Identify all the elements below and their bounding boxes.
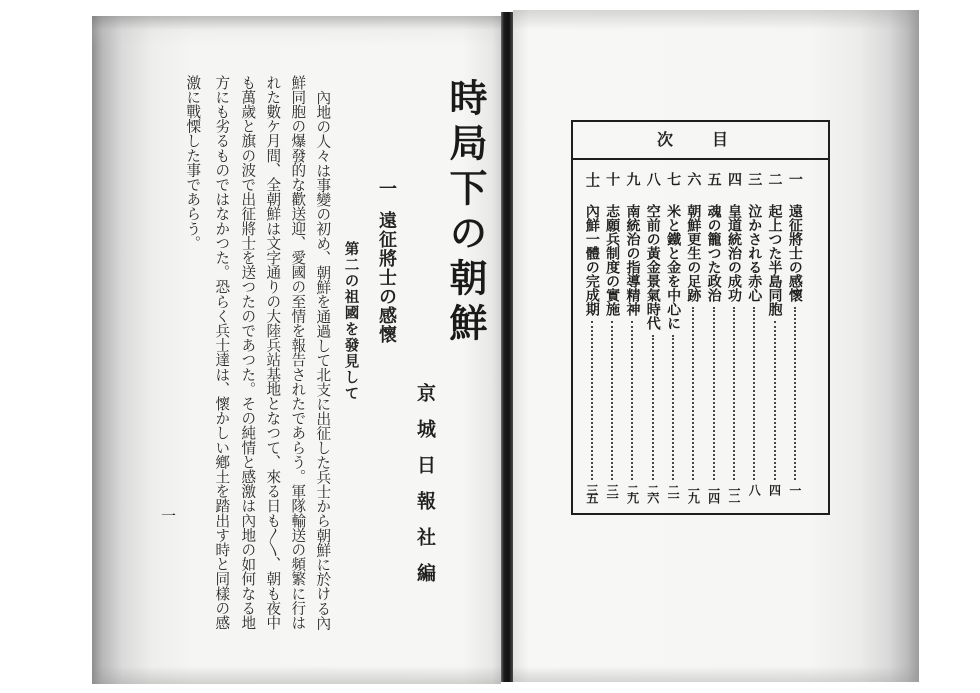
book-title: 時局下の朝鮮: [443, 78, 488, 348]
body-text-line: 激に戰慄した事であらう。: [184, 75, 202, 251]
toc-entry-page: 二九: [625, 484, 640, 500]
toc-dot-leader: [672, 335, 674, 480]
body-text-line: 方にも劣るものではなかつた。恐らく兵士達は、懷かしい鄕土を踏出す時と同樣の感: [213, 75, 231, 630]
toc-entry-number: 一: [786, 172, 803, 186]
toc-header: [573, 122, 828, 160]
toc-entry: [643, 172, 663, 500]
toc-entry-title: 朝鮮更生の足跡: [685, 204, 702, 302]
toc-entry-page: 二六: [645, 484, 660, 500]
toc-entry: [582, 172, 602, 500]
toc-entry-title: 米と鐵と金を中心に: [665, 204, 682, 330]
toc-dot-leader: [631, 321, 633, 480]
toc-entry-page: 三一: [605, 484, 620, 500]
left-page: [92, 16, 501, 684]
toc-entry-title: 魂の籠つた政治: [705, 204, 722, 302]
body-text-line: 內地の人々は事變の初め、朝鮮を通過して北支に出征した兵士から朝鮮に於ける內: [314, 89, 332, 630]
toc-dot-leader: [794, 307, 796, 480]
toc-entry-page: 二一: [666, 484, 681, 500]
toc-entry: [663, 172, 683, 500]
toc-entry-title: 遠征將士の感懷: [786, 204, 803, 302]
toc-dot-leader: [591, 321, 593, 480]
toc-entry-page: 一: [787, 484, 802, 496]
body-text-line: れた數ケ月間、全朝鮮は文字通りの大陸兵站基地となつて、來る日も〳〵、朝も夜中: [264, 75, 282, 630]
toc-entry-number: 四: [725, 172, 742, 186]
toc-entry-page: 一九: [686, 484, 701, 500]
toc-entry: [602, 172, 622, 500]
toc-entry-title: 內鮮一體の完成期: [583, 204, 600, 316]
toc-entry: [724, 172, 744, 500]
book-gutter: [501, 12, 513, 682]
toc-entry-page: 一二: [726, 484, 741, 500]
toc-entry-number: 三: [746, 172, 763, 186]
toc-entry: [683, 172, 703, 500]
toc-dot-leader: [753, 307, 755, 480]
publisher: 京城日報社編: [414, 383, 436, 599]
toc-entries: [582, 172, 805, 500]
toc-entry-page: 八: [747, 484, 762, 496]
body-text-line: も萬歲と旗の波で出征將士を送つたのであつた。その純情と感激は內地の如何なる地: [239, 75, 257, 630]
page-number: 一: [159, 508, 177, 523]
toc-entry-title: 南統治の指導精神: [624, 204, 641, 316]
toc-entry-page: 三五: [584, 484, 599, 500]
toc-entry-number: 十一: [583, 172, 600, 188]
toc-entry: [785, 172, 805, 500]
toc-entry-title: 空前の黃金景氣時代: [644, 204, 661, 330]
toc-entry: [764, 172, 784, 500]
toc-entry-number: 二: [766, 172, 783, 186]
toc-entry-number: 八: [644, 172, 661, 186]
chapter-title: 遠征將士の感懷: [376, 211, 397, 344]
right-page: [513, 10, 919, 682]
toc-entry-number: 六: [685, 172, 702, 186]
section-title: 第二の祖國を發見して: [342, 241, 360, 402]
toc-dot-leader: [774, 321, 776, 480]
toc-entry: [622, 172, 642, 500]
toc-dot-leader: [652, 335, 654, 480]
toc-entry-number: 九: [624, 172, 641, 186]
toc-dot-leader: [692, 307, 694, 480]
toc-heading: 目次: [657, 130, 728, 149]
toc-entry-number: 十: [604, 172, 621, 186]
toc-dot-leader: [611, 321, 613, 480]
toc-entry-title: 泣かされる赤心: [746, 204, 763, 302]
toc-entry: [744, 172, 764, 500]
chapter-number: 一: [376, 179, 397, 197]
body-text-line: 鮮同胞の爆發的な歡送迎、愛國の至情を報告されたであらう。軍隊輸送の頻繁に行は: [289, 75, 307, 630]
toc-entry-title: 皇道統治の成功: [725, 204, 742, 302]
toc-entry-number: 五: [705, 172, 722, 186]
toc-entry-page: 一四: [706, 484, 721, 500]
toc-entry-number: 七: [665, 172, 682, 186]
toc-entry-page: 四: [767, 484, 782, 496]
toc-entry: [704, 172, 724, 500]
toc-dot-leader: [713, 307, 715, 480]
table-of-contents: [571, 120, 830, 515]
toc-entry-title: 起上つた半島同胞: [766, 204, 783, 316]
toc-entry-title: 志願兵制度の實施: [604, 204, 621, 316]
toc-dot-leader: [733, 307, 735, 480]
